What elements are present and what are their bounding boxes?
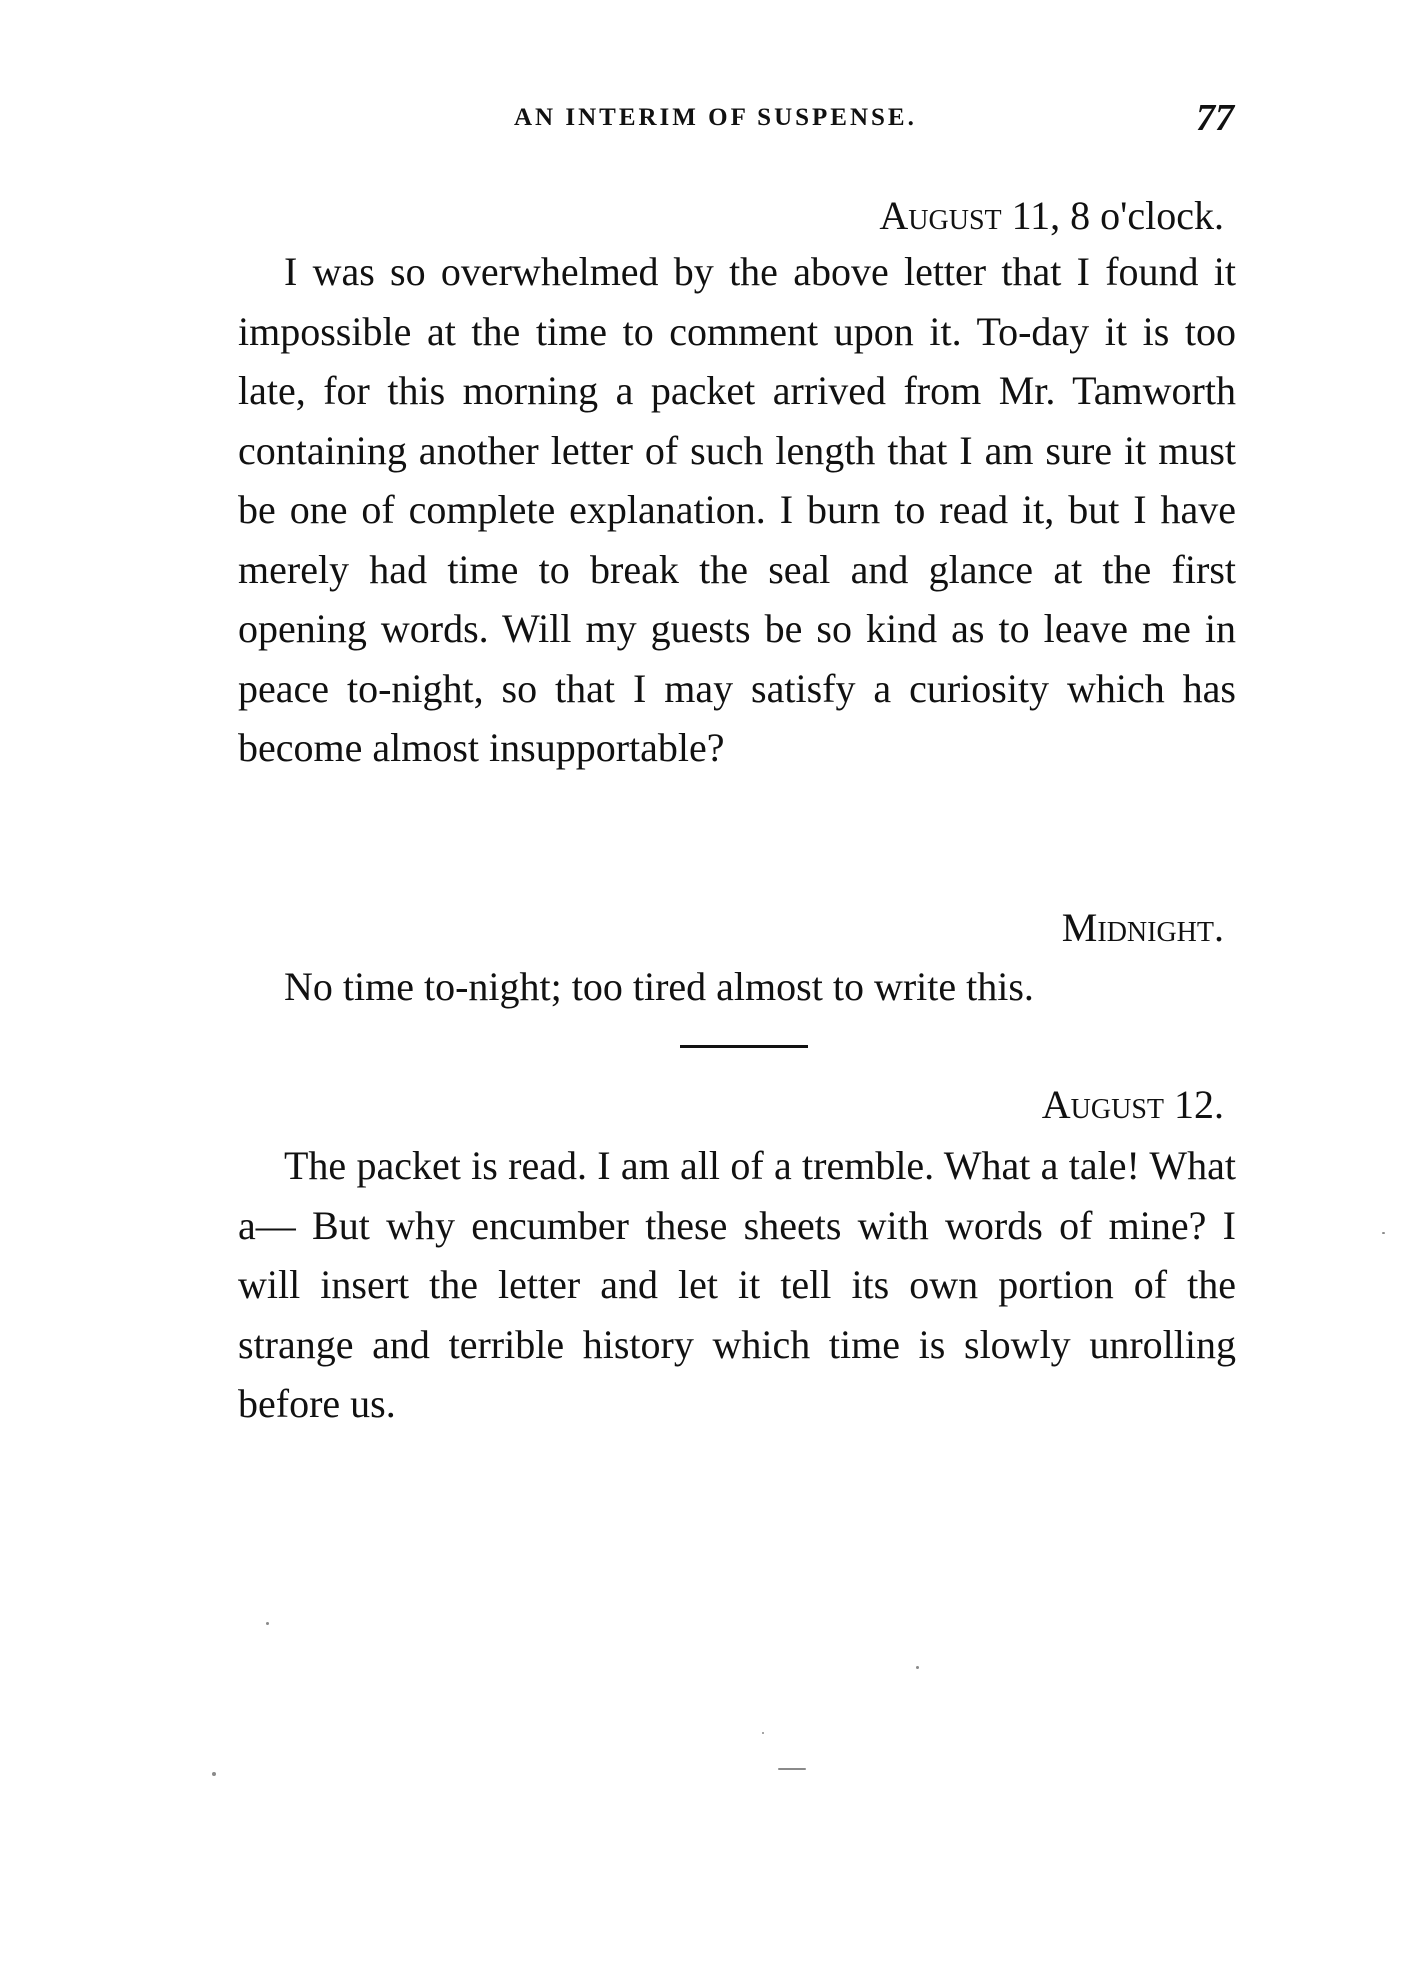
paragraph-august-11: I was so overwhelmed by the above letter that I found it impossible at the time to comment upon it. To-day it is too late, for this morning a packet arrived from Mr. Tamworth containing another letter of such length that I am sure it must be one of complete explanation. I burn to read it, but I have merely had time to break the seal and glance at the first opening words. Will my guests be so kind as to leave me in peace to-night, so that I may satisfy a curiosity which has become almost insupportable? <box>238 249 1236 770</box>
section-divider <box>680 1045 808 1048</box>
dateline-label: Midnight. <box>1061 905 1224 950</box>
scan-speck <box>266 1622 269 1625</box>
dateline-month: August <box>1041 1082 1164 1127</box>
scan-speck <box>762 1732 764 1734</box>
running-head: AN INTERIM OF SUSPENSE. <box>514 104 917 131</box>
scan-speck <box>916 1666 919 1669</box>
dateline-august-11 <box>879 193 1224 238</box>
paragraph-midnight: No time to-night; too tired almost to write this. <box>284 964 1034 1009</box>
dateline-month: August <box>879 193 1002 238</box>
dateline-day: 12. <box>1164 1082 1224 1127</box>
dateline-time: 11, 8 o'clock. <box>1001 193 1224 238</box>
page-number: 77 <box>1196 97 1234 139</box>
dateline-midnight <box>1061 905 1224 950</box>
paragraph-august-12: The packet is read. I am all of a tremble. What a tale! What a— But why encumber these sheets with words of mine? I will insert the letter and let it tell its own portion of the strange and terrible history which time is slowly unrolling before us. <box>238 1143 1236 1426</box>
scan-speck <box>1382 1232 1385 1234</box>
scan-speck <box>778 1768 806 1770</box>
scan-speck <box>212 1772 216 1776</box>
dateline-august-12 <box>1041 1082 1224 1127</box>
